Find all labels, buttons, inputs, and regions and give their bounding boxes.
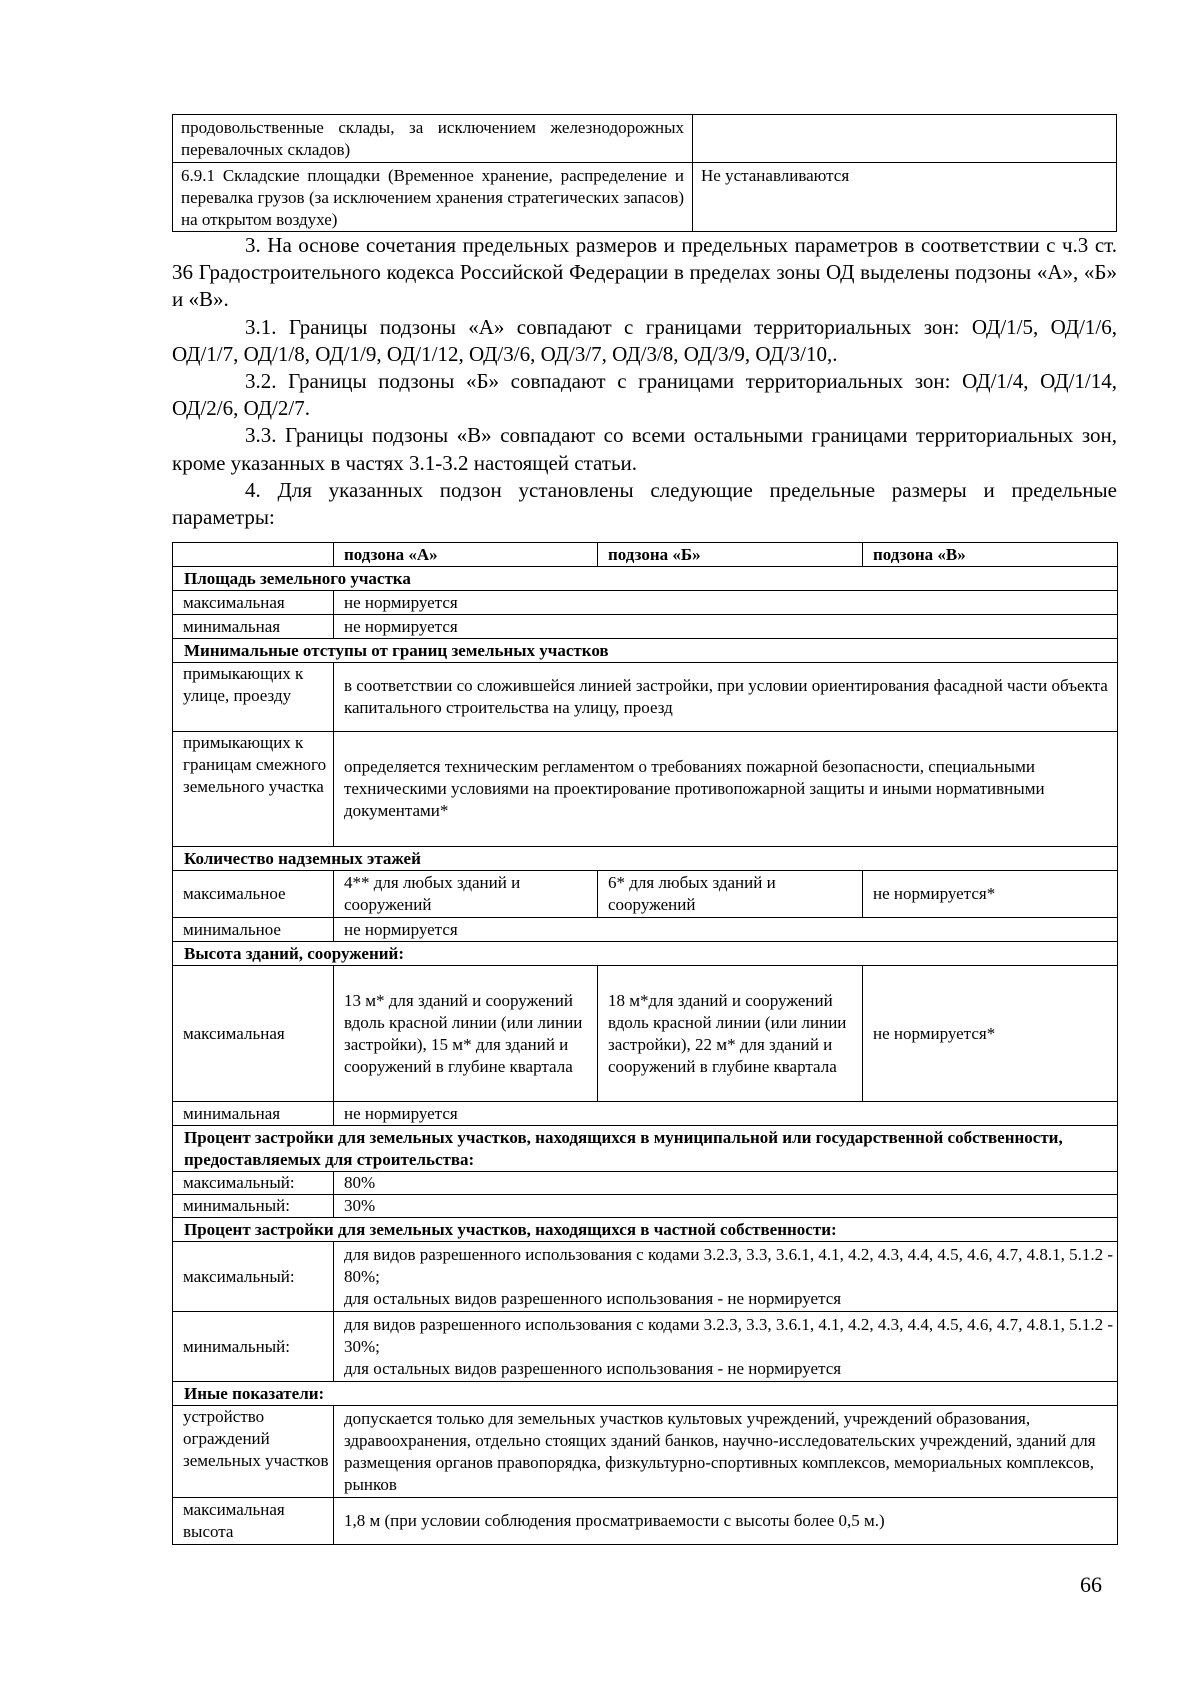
row-value: не нормируется* [863,871,1118,918]
section-row [173,847,1118,871]
row-value: не нормируется* [863,966,1118,1102]
section-title: Процент застройки для земельных участков, находящихся в частной собственности: [173,1218,1118,1242]
row-value: допускается только для земельных участков культовых учреждений, учреждений образования, здравоохранения, отдельно стоящих зданий банков, научно-исследовательских учреждений, зданий для размещения органов правопорядка, физкультурно-спортивных комплексов, мемориальных комплексов, рынков [334,1406,1118,1498]
table-cell: продовольственные склады, за исключением железнодорожных перевалочных складов) [173,115,693,163]
section-title: Процент застройки для земельных участков, находящихся в муниципальной или государственной собственности, предоставляемых для строительства: [173,1126,1118,1172]
table-row [173,1406,1118,1498]
header-row [173,543,1118,567]
body-text [172,232,1117,531]
table-row [173,1172,1118,1195]
row-value: не нормируется [334,615,1118,639]
page-number: 66 [1080,1572,1102,1597]
row-value: 80% [334,1172,1118,1195]
section-row [173,942,1118,966]
row-label: примыкающих к улице, проезду [173,663,334,732]
header-cell [173,543,334,567]
row-label: максимальная [173,591,334,615]
parameters-table [172,542,1118,1545]
section-title: Минимальные отступы от границ земельных участков [173,639,1118,663]
table-row [173,918,1118,942]
paragraph: 4. Для указанных подзон установлены следующие предельные размеры и предельные параметры: [172,477,1117,530]
row-value: 18 м*для зданий и сооружений вдоль красной линии (или линии застройки), 22 м* для зданий и сооружений в глубине квартала [598,966,863,1102]
table-cell: Не устанавливаются [693,163,1117,232]
row-label: максимальный: [173,1172,334,1195]
table-row [173,615,1118,639]
section-row [173,1126,1118,1172]
row-value: в соответствии со сложившейся линией застройки, при условии ориентирования фасадной части объекта капитального строительства на улицу, проезд [334,663,1118,732]
row-value: 4** для любых зданий и сооружений [334,871,598,918]
paragraph: 3.3. Границы подзоны «В» совпадают со всеми остальными границами территориальных зон, кроме указанных в частях 3.1-3.2 настоящей статьи. [172,423,1117,475]
row-value: 6* для любых зданий и сооружений [598,871,863,918]
section-row [173,639,1118,663]
table-row [173,1242,1118,1312]
row-label: устройство ограждений земельных участков [173,1406,334,1498]
table-row [173,115,1117,163]
table-row [173,1195,1118,1218]
row-label: максимальная [173,966,334,1102]
row-label: минимальное [173,918,334,942]
row-label: максимальный: [173,1242,334,1312]
row-value: не нормируется [334,1102,1118,1126]
table-row [173,732,1118,847]
table-row [173,163,1117,232]
row-label: примыкающих к границам смежного земельного участка [173,732,334,847]
row-value-line: для видов разрешенного использования с кодами 3.2.3, 3.3, 3.6.1, 4.1, 4.2, 4.3, 4.4, 4.5, 4.6, 4.7, 4.8.1, 5.1.2 - 30%; [344,1314,1114,1356]
table-row [173,663,1118,732]
row-label: минимальный: [173,1195,334,1218]
top-continuation-table [172,114,1117,232]
paragraph: 3.2. Границы подзоны «Б» совпадают с границами территориальных зон: ОД/1/4, ОД/1/14, ОД/2/6, ОД/2/7. [172,369,1117,421]
row-label: максимальное [173,871,334,918]
table-row [173,1312,1118,1382]
row-value: определяется техническим регламентом о требованиях пожарной безопасности, специальными техническими условиями на проектирование противопожарной защиты и иными нормативными документами* [334,732,1118,847]
row-value: не нормируется [334,918,1118,942]
table-cell: 6.9.1 Складские площадки (Временное хранение, распределение и перевалка грузов (за исключением хранения стратегических запасов) на открытом воздухе) [173,163,693,232]
table-row [173,591,1118,615]
row-value [334,1312,1118,1382]
row-value: не нормируется [334,591,1118,615]
header-cell: подзона «А» [334,543,598,567]
section-title: Количество надземных этажей [173,847,1118,871]
row-value-line: для остальных видов разрешенного использования - не нормируется [344,1358,842,1378]
row-value-line: для видов разрешенного использования с кодами 3.2.3, 3.3, 3.6.1, 4.1, 4.2, 4.3, 4.4, 4.5, 4.6, 4.7, 4.8.1, 5.1.2 - 80%; [344,1244,1114,1286]
section-title: Иные показатели: [173,1382,1118,1406]
row-label: минимальный: [173,1312,334,1382]
header-cell: подзона «В» [863,543,1118,567]
table-row [173,1498,1118,1545]
section-row [173,567,1118,591]
paragraph: 3. На основе сочетания предельных размеров и предельных параметров в соответствии с ч.3 ст. 36 Градостроительного кодекса Российской Федерации в пределах зоны ОД выделены подзоны «А», «Б» и «В». [172,233,1117,312]
header-cell: подзона «Б» [598,543,863,567]
row-value-line: для остальных видов разрешенного использования - не нормируется [344,1288,842,1308]
section-row [173,1382,1118,1406]
table-row [173,966,1118,1102]
row-value: 1,8 м (при условии соблюдения просматриваемости с высоты более 0,5 м.) [334,1498,1118,1545]
row-value: 30% [334,1195,1118,1218]
paragraph: 3.1. Границы подзоны «А» совпадают с границами территориальных зон: ОД/1/5, ОД/1/6, ОД/1/7, ОД/1/8, ОД/1/9, ОД/1/12, ОД/3/6, ОД/3/7, ОД/3/8, ОД/3/9, ОД/3/10,. [172,314,1117,366]
row-label: минимальная [173,1102,334,1126]
table-row [173,871,1118,918]
section-title: Площадь земельного участка [173,567,1118,591]
row-value: 13 м* для зданий и сооружений вдоль красной линии (или линии застройки), 15 м* для зданий и сооружений в глубине квартала [334,966,598,1102]
section-title: Высота зданий, сооружений: [173,942,1118,966]
row-label: максимальная высота [173,1498,334,1545]
row-label: минимальная [173,615,334,639]
table-row [173,1102,1118,1126]
row-value [334,1242,1118,1312]
section-row [173,1218,1118,1242]
table-cell [693,115,1117,163]
